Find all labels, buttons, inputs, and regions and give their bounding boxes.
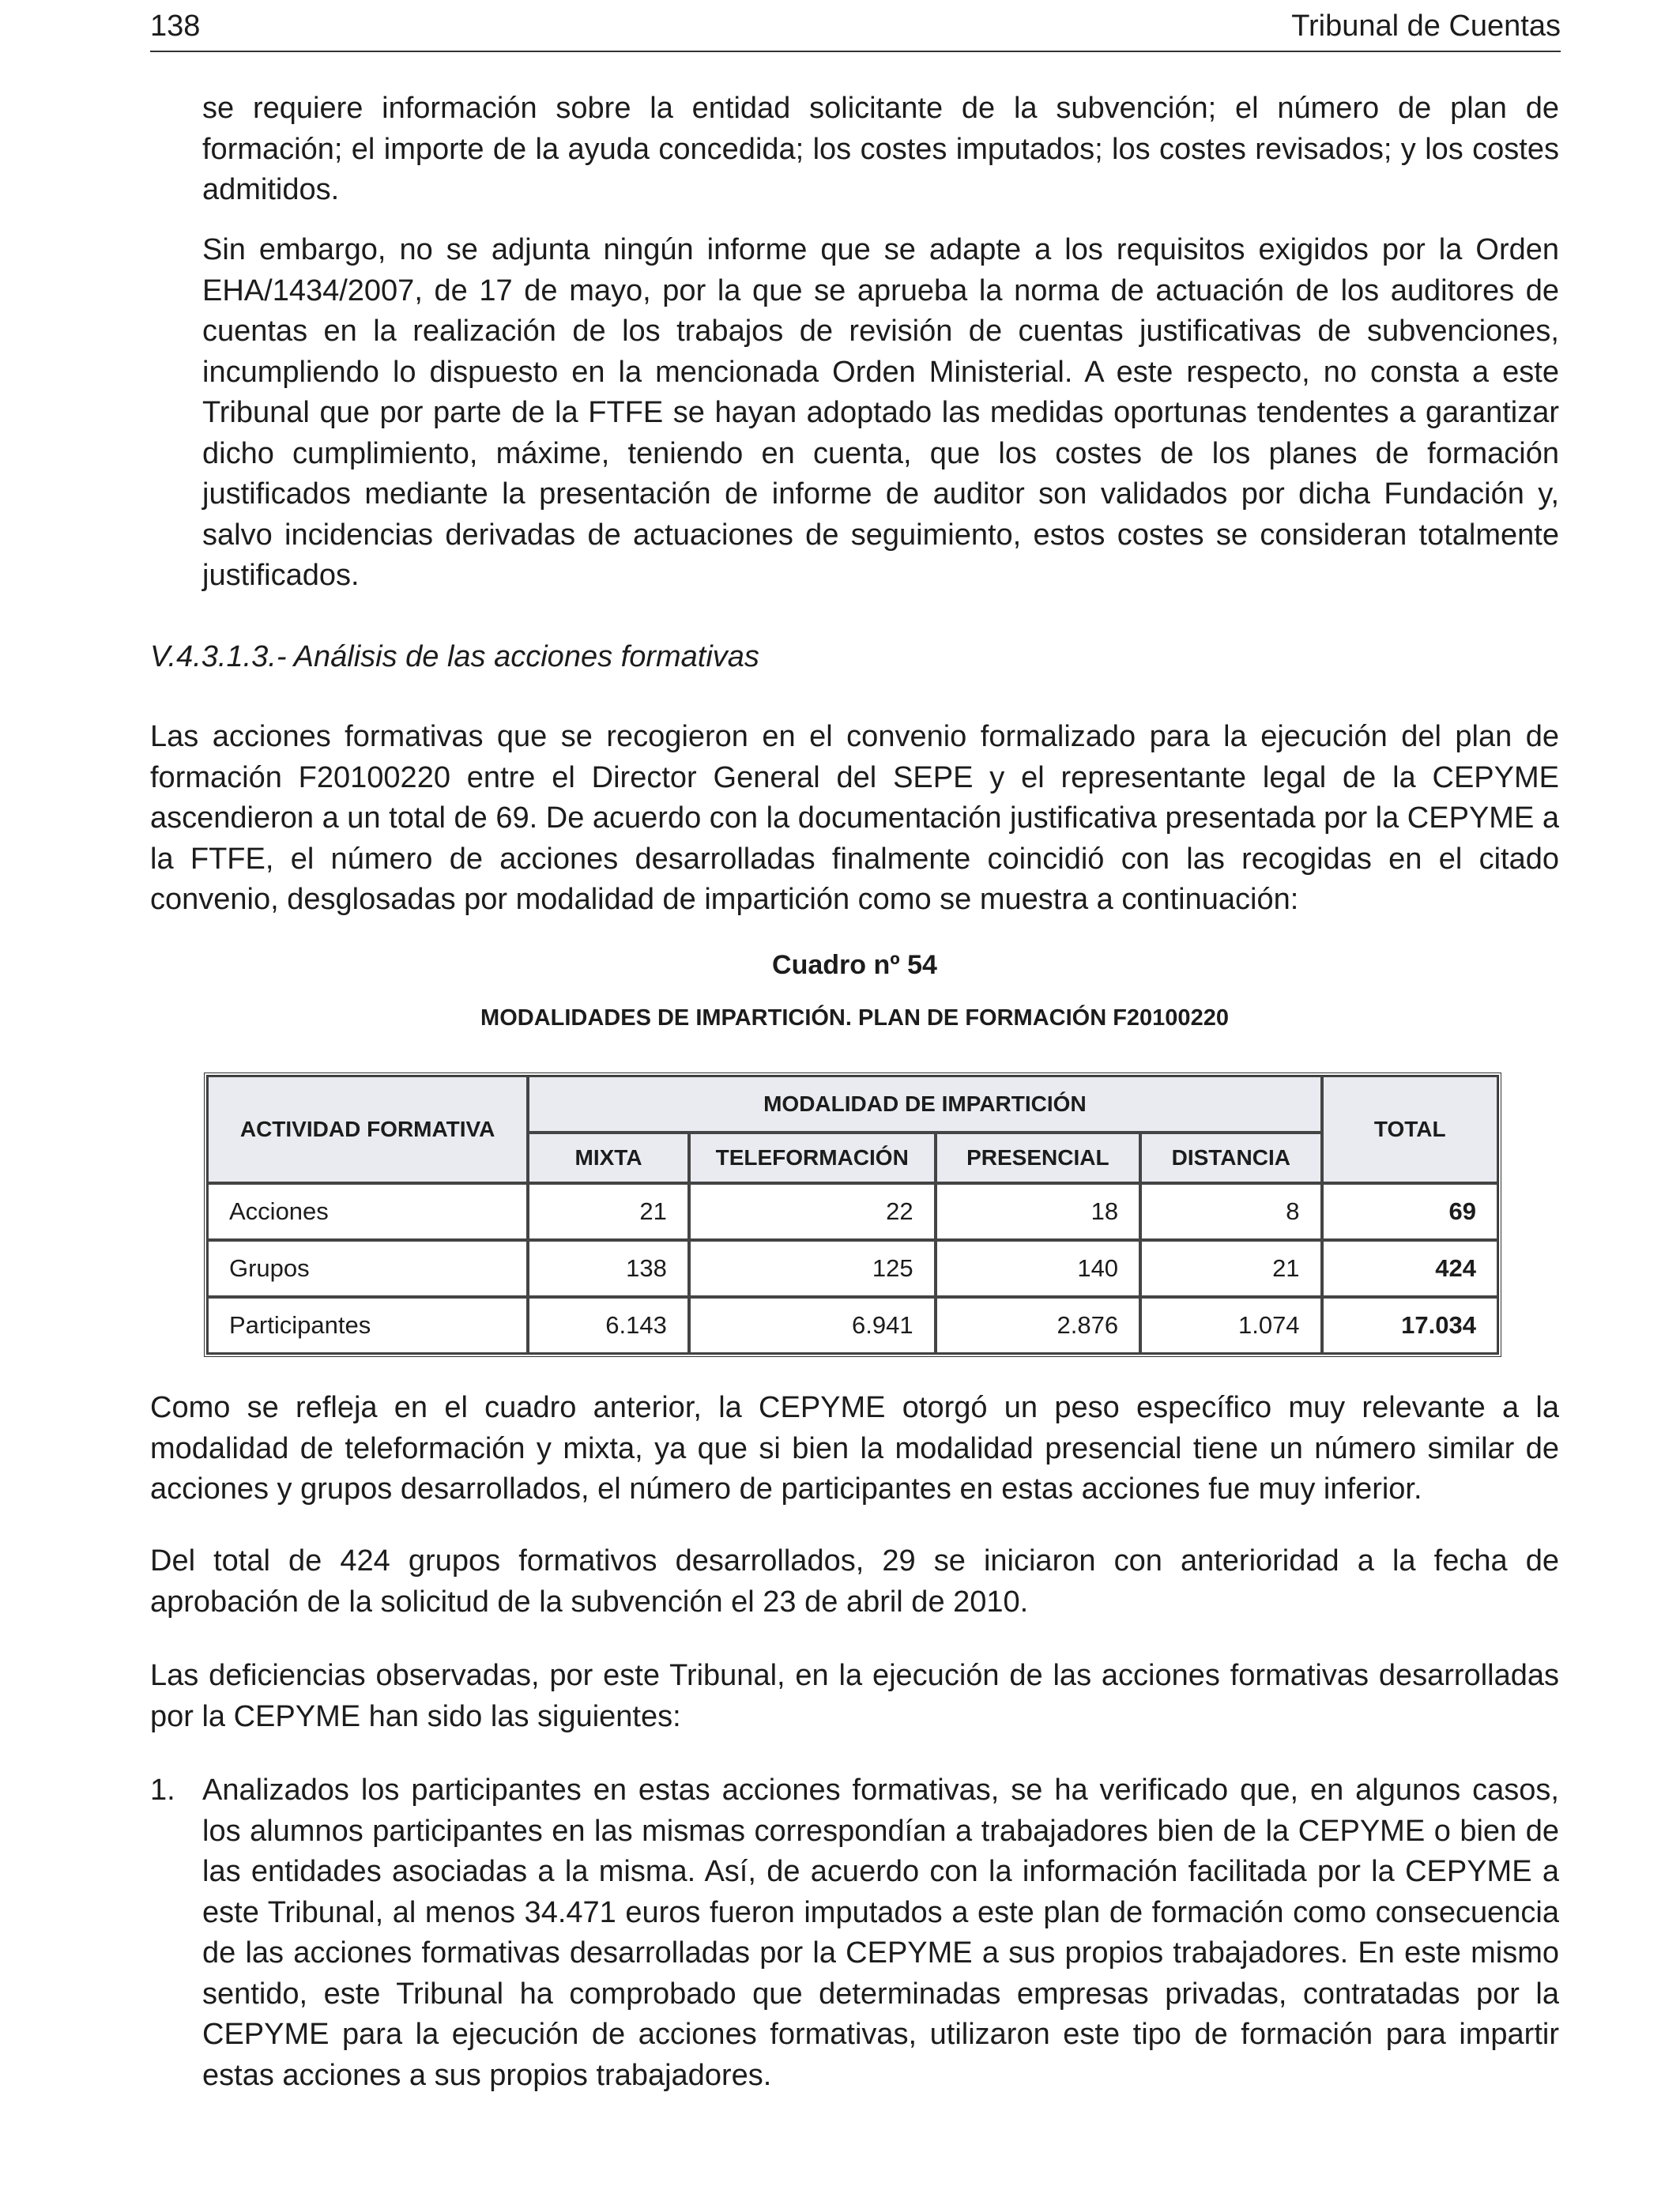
- cell-total: 424: [1322, 1240, 1498, 1297]
- paragraph-auditor-report: Sin embargo, no se adjunta ningún informe que se adapte a los requisitos exigidos por la Orden EHA/1434/2007, de 17 de mayo, por la que se aprueba la norma de actuación de los auditores de cuentas en la realización de los trabajos de revisión de cuentas justificativas de subvenciones, incumpliendo lo dispuesto en la mencionada Orden Ministerial. A este respecto, no consta a este Tribunal que por parte de la FTFE se hayan adoptado las medidas oportunas tendentes a garantizar dicho cumplimiento, máxime, teniendo en cuenta, que los costes de los planes de formación justificados mediante la presentación de informe de auditor son validados por dicha Fundación y, salvo incidencias derivadas de actuaciones de seguimiento, estos costes se consideran totalmente justificados.: [202, 233, 1559, 592]
- table-row: [207, 1240, 1498, 1297]
- cell-value: 21: [528, 1183, 689, 1240]
- cell-total: 17.034: [1322, 1297, 1498, 1354]
- cell-value: 22: [689, 1183, 936, 1240]
- cell-total: 69: [1322, 1183, 1498, 1240]
- running-title: Tribunal de Cuentas: [1291, 9, 1561, 43]
- paragraph-continuation: se requiere información sobre la entidad solicitante de la subvención; el número de plan de formación; el importe de la ayuda concedida; los costes imputados; los costes revisados; y los costes admitidos.: [202, 92, 1559, 206]
- header-teleformacion: TELEFORMACIÓN: [689, 1133, 936, 1183]
- header-total: TOTAL: [1322, 1076, 1498, 1183]
- cell-value: 6.941: [689, 1297, 936, 1354]
- list-item: Analizados los participantes en estas acciones formativas, se ha verificado que, en algunos casos, los alumnos participantes en las mismas correspondían a trabajadores bien de la CEPYME o bien de las entidades asociadas a la misma. Así, de acuerdo con la información facilitada por la CEPYME a este Tribunal, al menos 34.471 euros fueron imputados a este plan de formación como consecuencia de las acciones formativas desarrolladas por la CEPYME a sus propios trabajadores. En este mismo sentido, este Tribunal ha comprobado que determinadas empresas privadas, contratadas por la CEPYME para la ejecución de acciones formativas, utilizaron este tipo de formación para impartir estas acciones a sus propios trabajadores.: [202, 1774, 1559, 2092]
- cell-value: 125: [689, 1240, 936, 1297]
- table-caption-title: MODALIDADES DE IMPARTICIÓN. PLAN DE FORMACIÓN F20100220: [480, 1005, 1229, 1031]
- cell-value: 2.876: [936, 1297, 1140, 1354]
- row-label: Acciones: [207, 1183, 528, 1240]
- paragraph-groups: Del total de 424 grupos formativos desarrollados, 29 se iniciaron con anterioridad a la fecha de aprobación de la solicitud de la subvención el 23 de abril de 2010.: [150, 1544, 1559, 1619]
- row-label: Participantes: [207, 1297, 528, 1354]
- paragraph-deficiencies-intro: Las deficiencias observadas, por este Tribunal, en la ejecución de las acciones formativas desarrolladas por la CEPYME han sido las siguientes:: [150, 1659, 1559, 1733]
- cell-value: 6.143: [528, 1297, 689, 1354]
- page-header: [150, 8, 1561, 52]
- modalities-table: [204, 1072, 1501, 1357]
- table-caption-number: Cuadro nº 54: [772, 950, 937, 980]
- table-row: [207, 1183, 1498, 1240]
- header-mixta: MIXTA: [528, 1133, 689, 1183]
- cell-value: 1.074: [1140, 1297, 1321, 1354]
- cell-value: 8: [1140, 1183, 1321, 1240]
- cell-value: 138: [528, 1240, 689, 1297]
- header-modality-group: MODALIDAD DE IMPARTICIÓN: [528, 1076, 1321, 1133]
- section-heading: V.4.3.1.3.- Análisis de las acciones formativas: [150, 640, 759, 673]
- paragraph-actions-intro: Las acciones formativas que se recogieron en el convenio formalizado para la ejecución del plan de formación F20100220 entre el Director General del SEPE y el representante legal de la CEPYME ascendieron a un total de 69. De acuerdo con la documentación justificativa presentada por la CEPYME a la FTFE, el número de acciones desarrolladas finalmente coincidió con las recogidas en el citado convenio, desglosadas por modalidad de impartición como se muestra a continuación:: [150, 720, 1559, 916]
- row-label: Grupos: [207, 1240, 528, 1297]
- cell-value: 21: [1140, 1240, 1321, 1297]
- paragraph-table-analysis: Como se refleja en el cuadro anterior, la CEPYME otorgó un peso específico muy relevante a la modalidad de teleformación y mixta, ya que si bien la modalidad presencial tiene un número similar de acciones y grupos desarrollados, el número de participantes en estas acciones fue muy inferior.: [150, 1391, 1559, 1506]
- header-distancia: DISTANCIA: [1140, 1133, 1321, 1183]
- page-number: 138: [150, 9, 201, 43]
- cell-value: 18: [936, 1183, 1140, 1240]
- cell-value: 140: [936, 1240, 1140, 1297]
- table-row: [207, 1297, 1498, 1354]
- list-item-number: 1.: [150, 1774, 175, 1807]
- header-activity: ACTIVIDAD FORMATIVA: [207, 1076, 528, 1183]
- header-presencial: PRESENCIAL: [936, 1133, 1140, 1183]
